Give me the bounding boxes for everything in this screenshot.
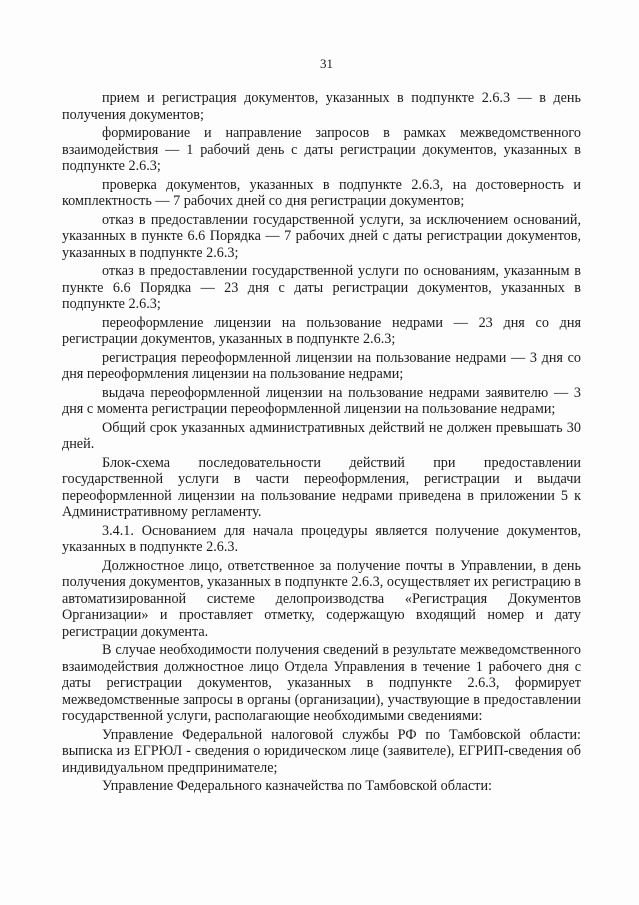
paragraph-1: прием и регистрация документов, указанных в подпункте 2.6.3 — в день получения документов; bbox=[62, 90, 581, 123]
paragraph-4: отказ в предоставлении государственной услуги, за исключением оснований, указанных в пункте 6.6 Порядка — 7 рабочих дней с даты регистрации документов, указанных в подпункте 2.6.3; bbox=[62, 211, 581, 261]
paragraph-11: 3.4.1. Основанием для начала процедуры является получение документов, указанных в подпункте 2.6.3. bbox=[62, 522, 581, 555]
paragraph-2: формирование и направление запросов в рамках межведомственного взаимодействия — 1 рабочий день с даты регистрации документов, указанных в подпункте 2.6.3; bbox=[62, 125, 581, 174]
paragraph-10: Блок-схема последовательности действий при предоставлении государственной услуги в части переоформления, регистрации и выдачи переоформленной лицензии на пользование недрами приведена в приложении 5 к Административному регламенту. bbox=[62, 454, 581, 520]
paragraph-12: Должностное лицо, ответственное за получение почты в Управлении, в день получения документов, указанных в подпункте 2.6.3, осуществляет их регистрацию в автоматизированной системе делопроизводства «Регистрация Документов Организации» и проставляет отметку, содержащую входящий номер и дату регистрации документа. bbox=[62, 557, 581, 640]
paragraph-15: Управление Федерального казначейства по Тамбовской области: bbox=[102, 778, 492, 794]
paragraph-7: регистрация переоформленной лицензии на пользование недрами — 3 дня со дня переоформления лицензии на пользование недрами; bbox=[62, 349, 581, 382]
paragraph-14: Управление Федеральной налоговой службы РФ по Тамбовской области: выписка из ЕГРЮЛ - сведения о юридическом лице (заявителе), ЕГРИП-сведения об индивидуальном предпринимателе; bbox=[62, 726, 581, 776]
paragraph-9: Общий срок указанных административных действий не должен превышать 30 дней. bbox=[62, 419, 581, 452]
paragraph-6: переоформление лицензии на пользование недрами — 23 дня со дня регистрации документов, указанных в подпункте 2.6.3; bbox=[62, 314, 581, 347]
paragraph-13: В случае необходимости получения сведений в результате межведомственного взаимодействия должностное лицо Отдела Управления в течение 1 рабочего дня с даты регистрации документов, указанных в подпункте 2.6.3, формирует межведомственные запросы в органы (организации), участвующие в предоставлении государственной услуги, располагающие необходимыми сведениями: bbox=[62, 642, 581, 724]
paragraph-8: выдача переоформленной лицензии на пользование недрами заявителю — 3 дня с момента регистрации переоформленной лицензии на пользование недрами; bbox=[62, 384, 581, 417]
paragraph-5: отказ в предоставлении государственной услуги по основаниям, указанным в пункте 6.6 Порядка — 23 дня с даты регистрации документов, указанных в подпункте 2.6.3; bbox=[62, 263, 581, 312]
paragraph-3: проверка документов, указанных в подпункте 2.6.3, на достоверность и комплектность — 7 рабочих дней со дня регистрации документов; bbox=[62, 176, 581, 209]
page-number: 31 bbox=[320, 56, 333, 71]
